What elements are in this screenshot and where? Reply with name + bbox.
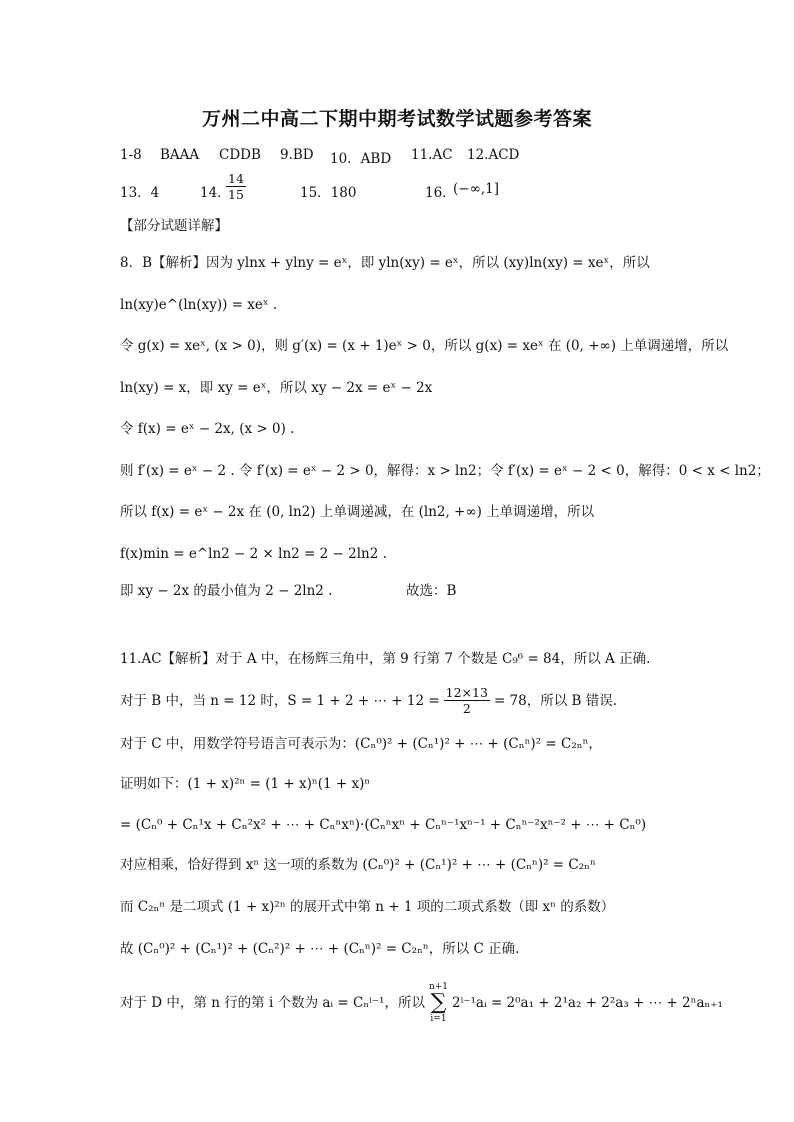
answer-12: 12.ACD bbox=[467, 147, 520, 163]
answer-5-8: CDDB bbox=[219, 147, 261, 163]
answer-16-label: 16． bbox=[425, 185, 456, 201]
answer-13: 13．4 bbox=[120, 185, 160, 201]
solution-11-line-8: 故 (Cₙ⁰)² + (Cₙ¹)² + (Cₙ²)² + ⋯ + (Cₙⁿ)² = C₂ₙⁿ，所以 C 正确. bbox=[120, 941, 520, 957]
sigma-icon: ∑ bbox=[430, 990, 447, 1015]
solution-11-line-7: 而 C₂ₙⁿ 是二项式 (1 + x)²ⁿ 的展开式中第 n + 1 项的二项式系数（即 xⁿ 的系数） bbox=[120, 899, 615, 915]
solution-11-line-2 bbox=[120, 685, 617, 716]
solution-11-line-9 bbox=[120, 982, 723, 1024]
solution-8-line-6: 则 f′(x) = eˣ − 2 . 令 f′(x) = eˣ − 2 > 0，解得：x > ln2；令 f′(x) = eˣ − 2 < 0，解得：0 < x < ln2； bbox=[120, 463, 770, 479]
answer-9: 9.BD bbox=[280, 147, 314, 163]
fraction-numerator: 12×13 bbox=[445, 685, 488, 700]
solution-8-line-3: 令 g(x) = xeˣ, (x > 0)，则 g′(x) = (x + 1)eˣ > 0，所以 g(x) = xeˣ 在 (0, +∞) 上单调递增，所以 bbox=[120, 338, 729, 354]
solution-8-line-4: ln(xy) = x，即 xy = eˣ，所以 xy − 2x = eˣ − 2x bbox=[120, 380, 433, 396]
page-title: 万州二中高二下期中期考试数学试题参考答案 bbox=[201, 108, 592, 130]
summation-lower-limit: i=1 bbox=[430, 1014, 447, 1024]
solution-11-line-5: = (Cₙ⁰ + Cₙ¹x + Cₙ²x² + ⋯ + Cₙⁿxⁿ)·(Cₙⁿxⁿ + Cₙⁿ⁻¹xⁿ⁻¹ + Cₙⁿ⁻²xⁿ⁻² + ⋯ + Cₙ⁰) bbox=[120, 817, 647, 833]
solution-11-line-2-prefix: 对于 B 中，当 n = 12 时，S = 1 + 2 + ⋯ + 12 = bbox=[120, 692, 440, 709]
answer-15: 15．180 bbox=[300, 185, 357, 201]
answer-1-4: BAAA bbox=[160, 147, 200, 163]
solution-8-line-9: 即 xy − 2x 的最小值为 2 − 2ln2 . bbox=[120, 583, 333, 599]
answer-14-numerator: 14 bbox=[228, 171, 244, 186]
solution-11-line-2-suffix: = 78，所以 B 错误. bbox=[493, 692, 618, 709]
answer-11: 11.AC bbox=[411, 147, 453, 163]
solution-11-line-6: 对应相乘，恰好得到 xⁿ 这一项的系数为 (Cₙ⁰)² + (Cₙ¹)² + ⋯ + (Cₙⁿ)² = C₂ₙⁿ bbox=[120, 857, 596, 873]
solution-8-line-5: 令 f(x) = eˣ − 2x, (x > 0) . bbox=[120, 421, 295, 437]
answer-range-1-8: 1-8 bbox=[120, 147, 142, 163]
solution-11-line-9-prefix: 对于 D 中，第 n 行的第 i 个数为 aᵢ = Cₙⁱ⁻¹，所以 bbox=[120, 995, 425, 1011]
fraction-denominator: 2 bbox=[462, 701, 471, 716]
answer-14-label: 14． bbox=[200, 185, 231, 201]
answer-16-value: (−∞,1] bbox=[453, 181, 499, 197]
solution-8-line-7: 所以 f(x) = eˣ − 2x 在 (0, ln2) 上单调递减，在 (ln2, +∞) 上单调递增，所以 bbox=[120, 504, 595, 520]
solution-8-choice: 故选：B bbox=[406, 583, 457, 599]
solution-8-line-8: f(x)min = e^ln2 − 2 × ln2 = 2 − 2ln2 . bbox=[120, 546, 387, 562]
solution-11-line-2-fraction bbox=[444, 685, 490, 716]
summation-upper-limit: n+1 bbox=[428, 982, 449, 992]
answer-10: 10．ABD bbox=[330, 151, 392, 167]
section-header: 【部分试题详解】 bbox=[120, 218, 228, 234]
summation-symbol bbox=[429, 982, 448, 1024]
solution-11-line-1: 11.AC【解析】对于 A 中，在杨辉三角中，第 9 行第 7 个数是 C₉⁶ = 84，所以 A 正确. bbox=[120, 651, 651, 667]
answer-14-denominator: 15 bbox=[228, 187, 244, 202]
solution-11-line-4: 证明如下：(1 + x)²ⁿ = (1 + x)ⁿ(1 + x)ⁿ bbox=[120, 776, 371, 792]
solution-11-line-9-suffix: 2ⁱ⁻¹aᵢ = 2⁰a₁ + 2¹a₂ + 2²a₃ + ⋯ + 2ⁿaₙ₊₁ bbox=[452, 995, 723, 1011]
solution-8-line-2: ln(xy)e^(ln(xy)) = xeˣ . bbox=[120, 297, 278, 313]
solution-11-line-3: 对于 C 中，用数学符号语言可表示为：(Cₙ⁰)² + (Cₙ¹)² + ⋯ + (Cₙⁿ)² = C₂ₙⁿ， bbox=[120, 736, 602, 752]
solution-8-line-1: 8．B【解析】因为 ylnx + ylny = eˣ，即 yln(xy) = eˣ，所以 (xy)ln(xy) = xeˣ，所以 bbox=[120, 255, 650, 271]
answer-14-fraction bbox=[226, 171, 246, 202]
